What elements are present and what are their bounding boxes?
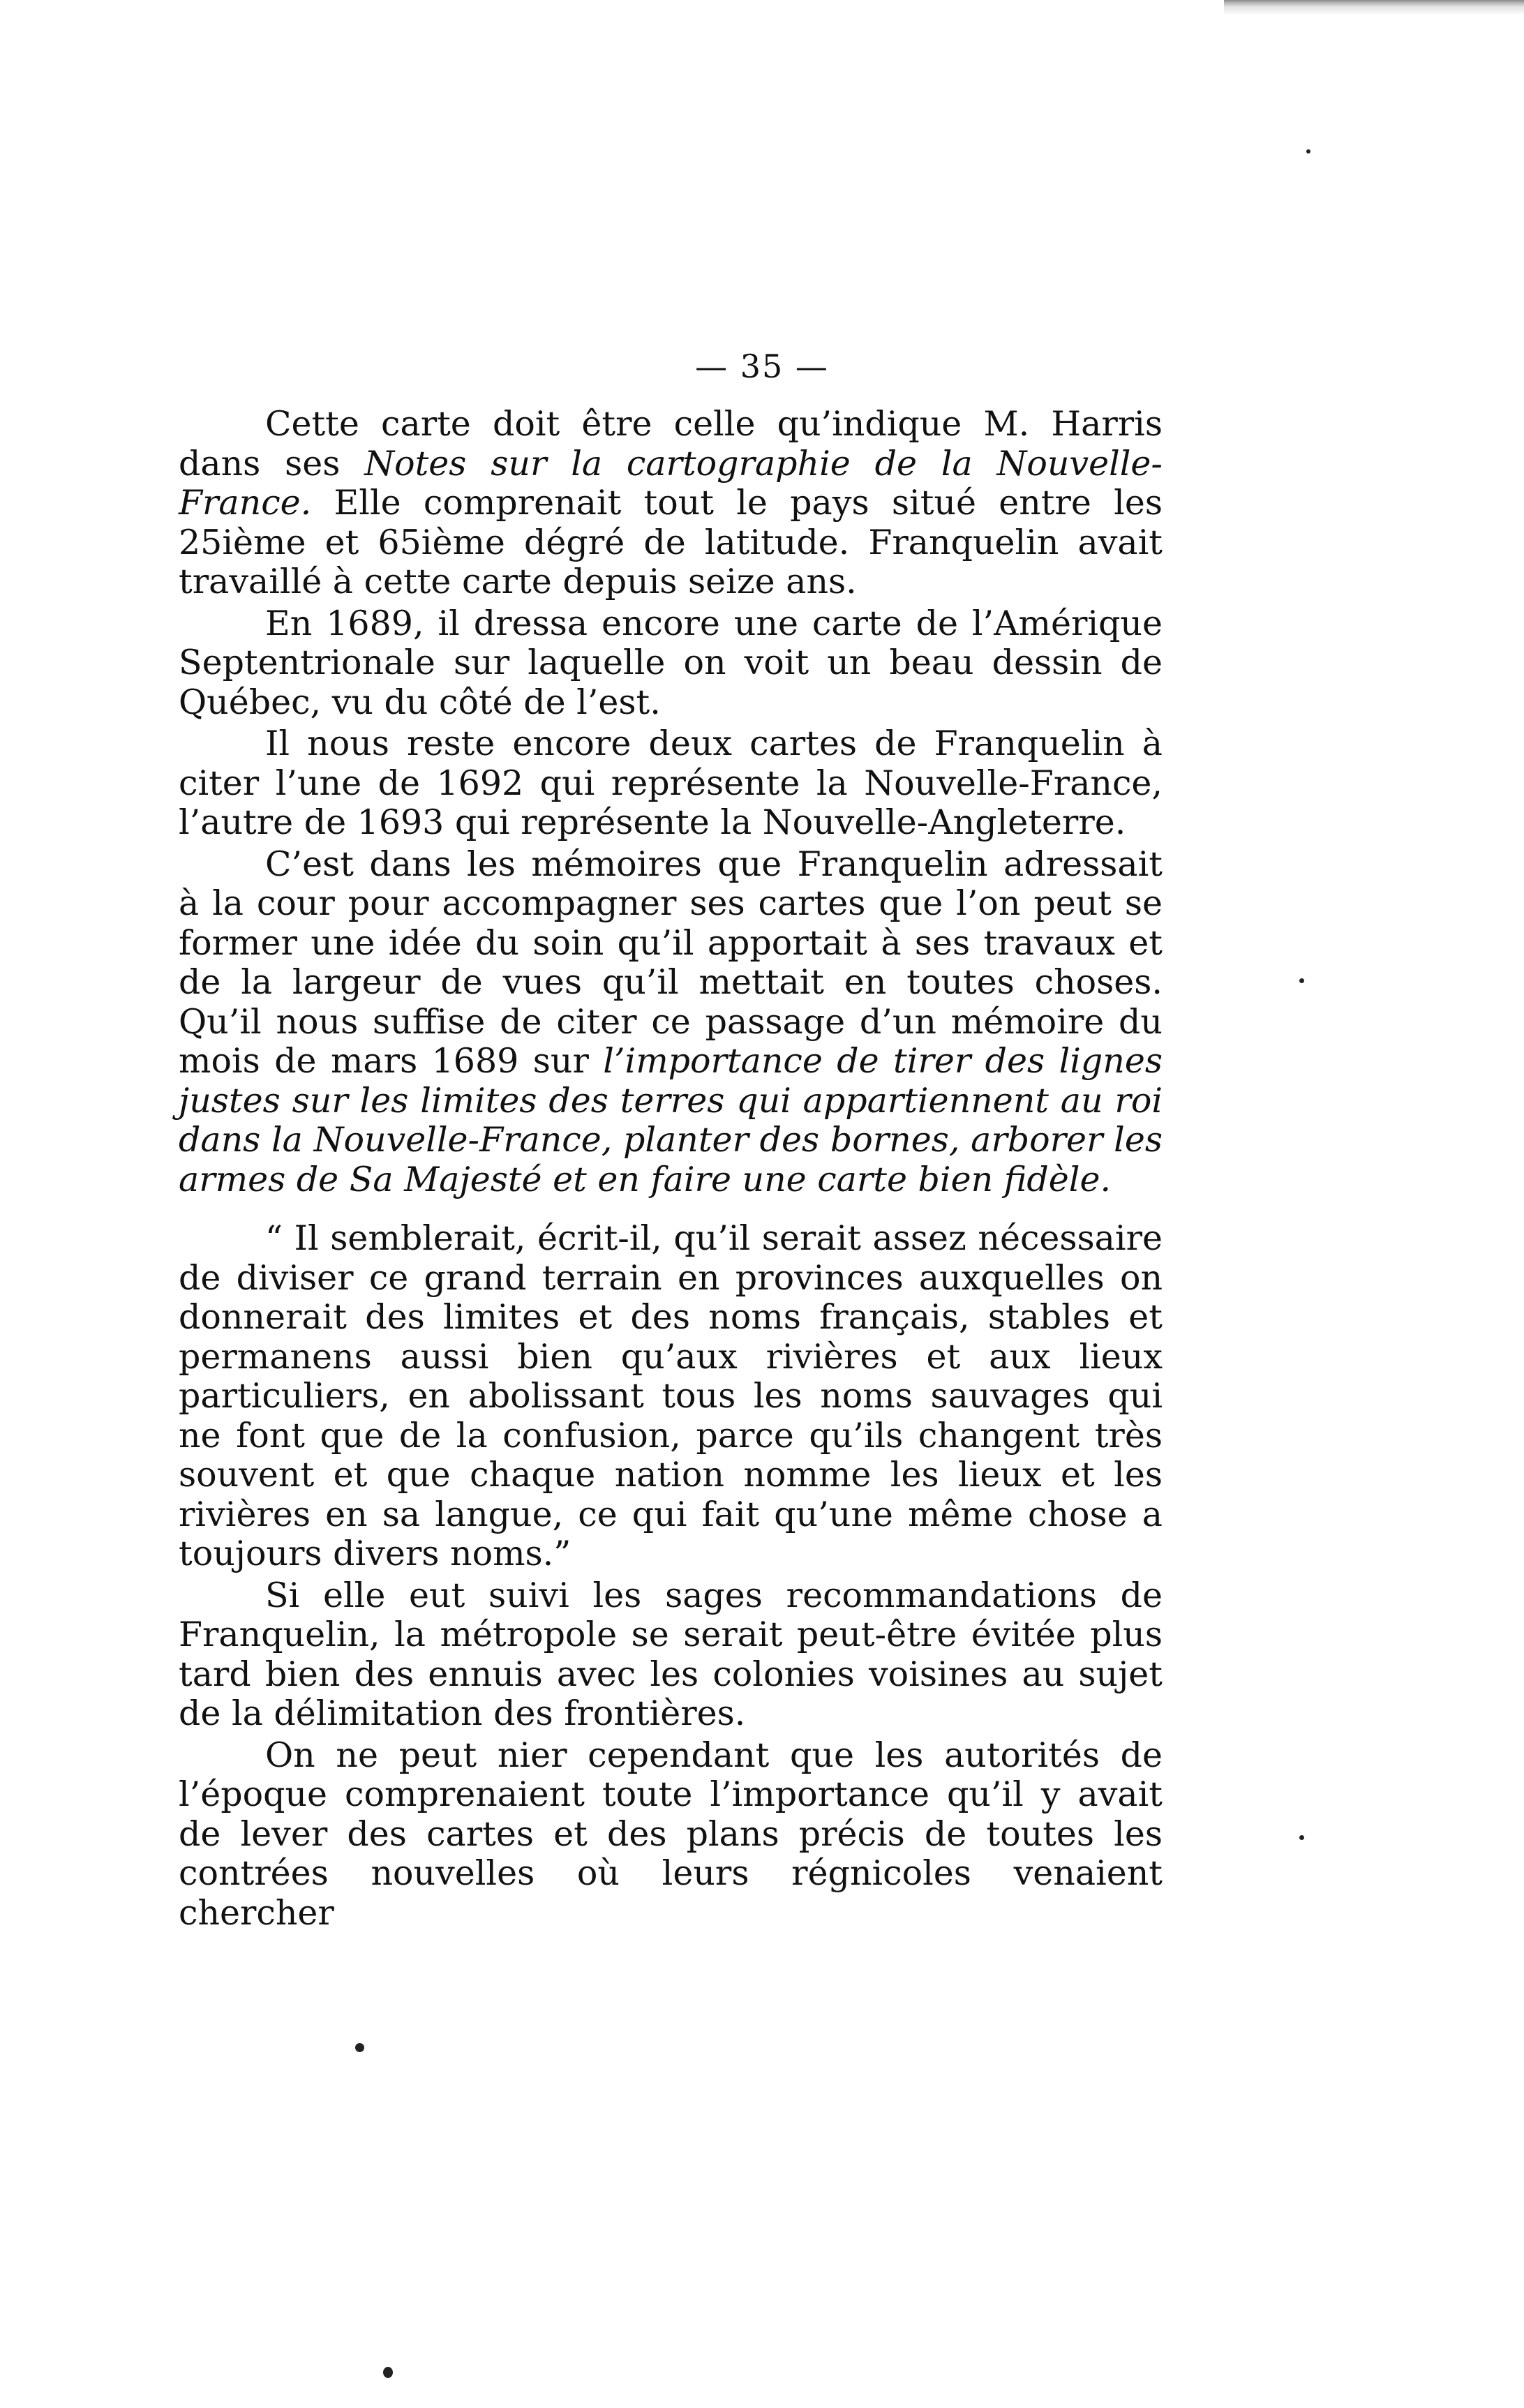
scan-speck bbox=[1306, 149, 1310, 154]
paragraph bbox=[179, 604, 1163, 723]
text-segment: En 1689, il dressa encore une carte de l’Amérique Septentrionale sur laquelle on voit un beau dessin de Québec, vu du côté de l’est. bbox=[179, 603, 1163, 722]
text-segment: Si elle eut suivi les sages recommandations de Franquelin, la métropole se serait peut-être évitée plus tard bien des ennuis avec les colonies voisines au sujet de la délimitation des frontières. bbox=[179, 1575, 1163, 1733]
text-segment: On ne peut nier cependant que les autorités de l’époque comprenaient toute l’importance qu’il y avait de lever des cartes et des plans précis de toutes les contrées nouvelles où leurs régnicoles venaient chercher bbox=[179, 1735, 1163, 1933]
paragraph bbox=[179, 1576, 1163, 1734]
paragraph bbox=[179, 845, 1163, 1200]
page-number: — 35 — bbox=[695, 347, 829, 385]
scan-speck bbox=[1299, 978, 1304, 983]
paragraph bbox=[179, 405, 1163, 602]
text-segment: “ Il semblerait, écrit-il, qu’il serait assez nécessaire de diviser ce grand terrain en provinces auxquelles on donnerait des limites et des noms français, stables et permanens aussi bien qu’aux rivières et aux lieux particuliers, en abolissant tous les noms sauvages qui ne font que de la confusion, parce qu’ils changent très souvent et que chaque nation nomme les lieux et les rivières en sa langue, ce qui fait qu’une même chose a toujours divers noms.” bbox=[179, 1218, 1163, 1573]
paragraph bbox=[179, 724, 1163, 843]
scan-speck bbox=[383, 2367, 393, 2378]
italic-text-segment: l’importance de tirer des lignes justes sur les limites des terres qui appartiennent au roi dans la Nouvelle-France, planter des bornes, arborer les armes de Sa Majesté et en faire une carte bien fidèle. bbox=[179, 1041, 1163, 1199]
text-segment: Il nous reste encore deux cartes de Franquelin à citer l’une de 1692 qui représente la Nouvelle-France, l’autre de 1693 qui représente la Nouvelle-Angleterre. bbox=[179, 724, 1163, 842]
text-segment: Cette carte doit être celle qu’indique M. Harris dans ses bbox=[179, 404, 1163, 484]
paragraph bbox=[179, 1219, 1163, 1574]
italic-text-segment: Notes sur la cartographie de la Nouvelle-France. bbox=[179, 443, 1163, 523]
scan-speck bbox=[1299, 1835, 1304, 1840]
body-text bbox=[179, 405, 1163, 1933]
scan-speck bbox=[355, 2043, 364, 2052]
scan-edge-mark bbox=[1224, 0, 1524, 18]
text-segment: Elle comprenait tout le pays situé entre les 25ième et 65ième dégré de latitude. Franquelin avait travaillé à cette carte depuis seize ans. bbox=[179, 483, 1163, 601]
text-segment: C’est dans les mémoires que Franquelin adressait à la cour pour accompagner ses cartes que l’on peut se former une idée du soin qu’il apportait à ses travaux et de la largeur de vues qu’il mettait en toutes choses. Qu’il nous suffise de citer ce passage d’un mémoire du mois de mars 1689 sur bbox=[179, 844, 1163, 1081]
paragraph bbox=[179, 1736, 1163, 1934]
